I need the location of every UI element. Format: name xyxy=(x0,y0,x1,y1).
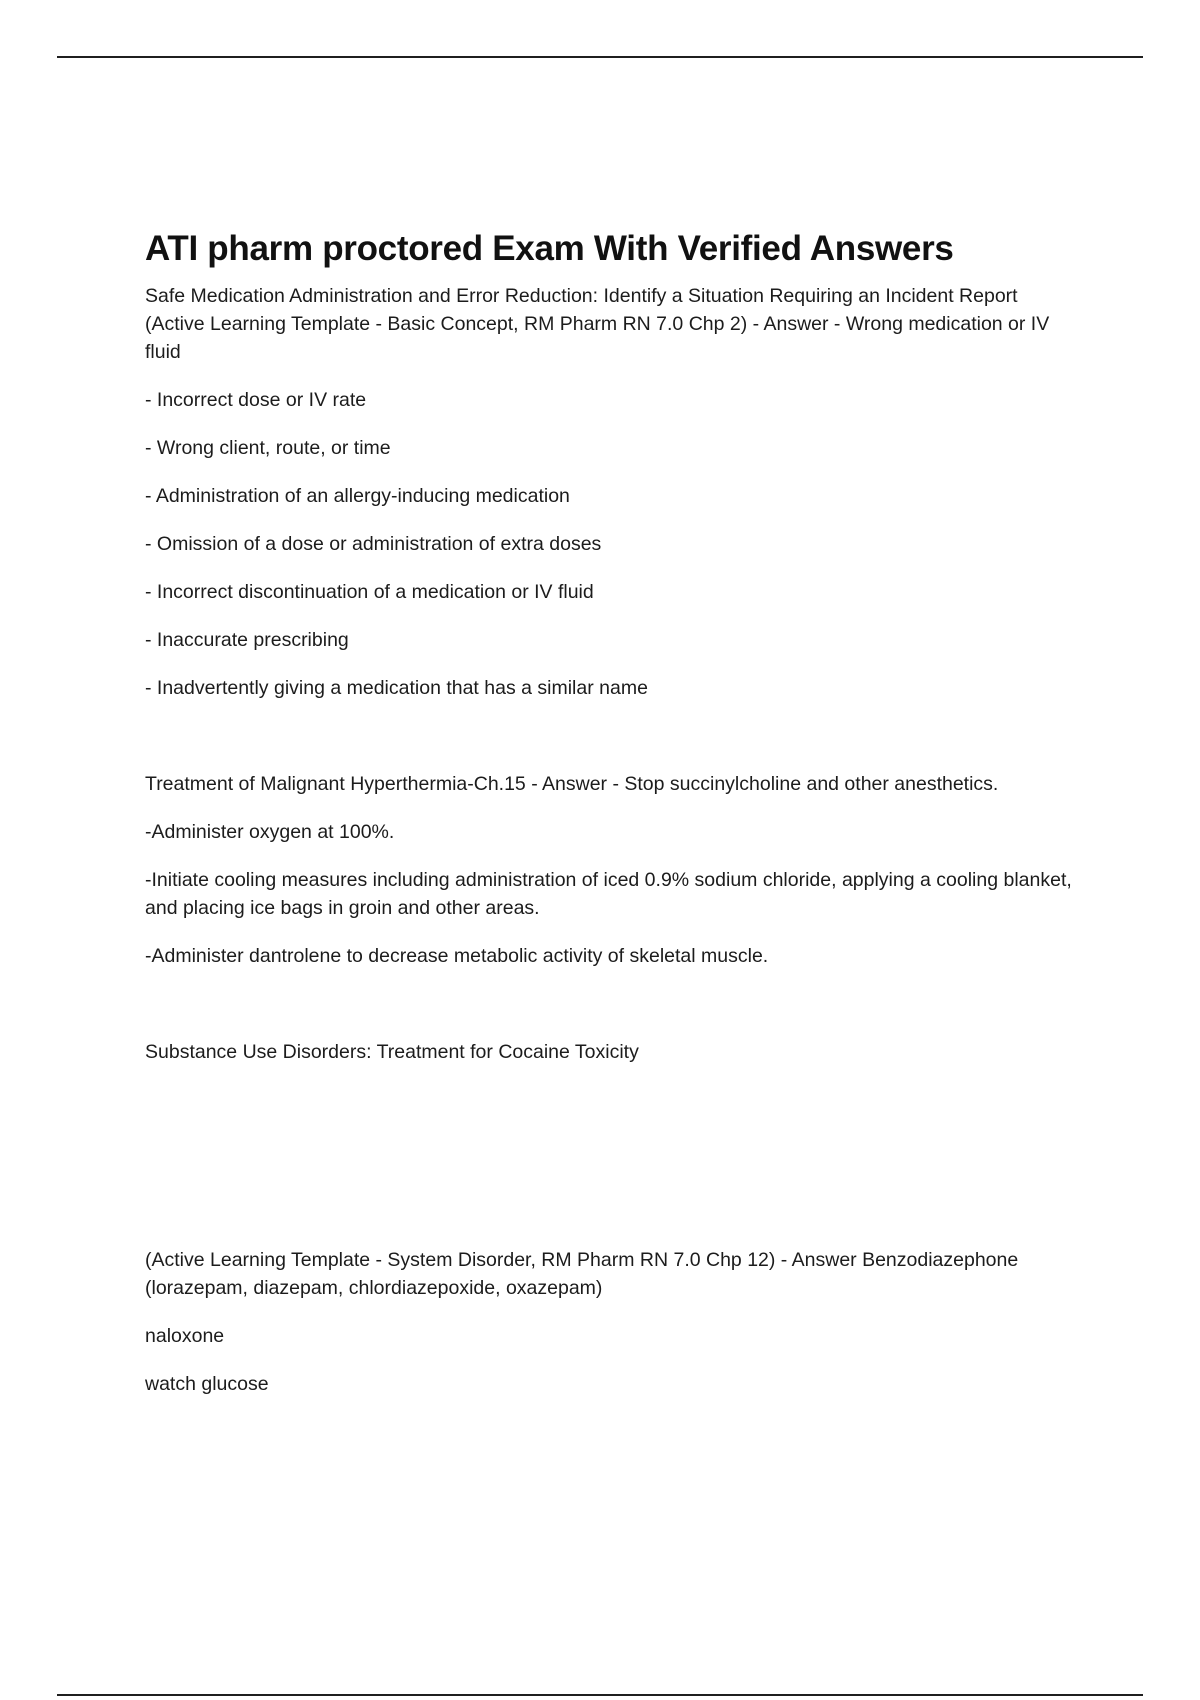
spacer xyxy=(145,722,1080,770)
section3-heading: Substance Use Disorders: Treatment for Cocaine Toxicity xyxy=(145,1041,639,1063)
document-title: ATI pharm proctored Exam With Verified Answers xyxy=(145,229,954,268)
section3-item: watch glucose xyxy=(145,1373,269,1395)
section2-item: -Administer dantrolene to decrease metabolic activity of skeletal muscle. xyxy=(145,945,769,967)
section3-answer: (Active Learning Template - System Disorder, RM Pharm RN 7.0 Chp 12) - Answer Benzodiazephone (lorazepam, diazepam, chlordiazepoxide, oxazepam) xyxy=(145,1249,1019,1299)
section1-item: - Incorrect discontinuation of a medication or IV fluid xyxy=(145,581,594,603)
spacer xyxy=(145,1086,1080,1246)
section1-item: - Incorrect dose or IV rate xyxy=(145,389,367,411)
document-body xyxy=(145,228,1080,1418)
bottom-divider xyxy=(57,1694,1143,1696)
section2-intro: Treatment of Malignant Hyperthermia-Ch.15 - Answer - Stop succinylcholine and other anesthetics. xyxy=(145,773,999,795)
section1-item: - Wrong client, route, or time xyxy=(145,437,391,459)
section1-intro: Safe Medication Administration and Error Reduction: Identify a Situation Requiring an Incident Report (Active Learning Template - Basic Concept, RM Pharm RN 7.0 Chp 2) - Answer - Wrong medication or IV fluid xyxy=(145,285,1050,363)
section1-item: - Administration of an allergy-inducing medication xyxy=(145,485,570,507)
spacer xyxy=(145,990,1080,1038)
section1-item: - Inadvertently giving a medication that has a similar name xyxy=(145,677,648,699)
section2-item: -Administer oxygen at 100%. xyxy=(145,821,395,843)
section1-item: - Omission of a dose or administration of extra doses xyxy=(145,533,602,555)
section2-item: -Initiate cooling measures including administration of iced 0.9% sodium chloride, applying a cooling blanket, and placing ice bags in groin and other areas. xyxy=(145,869,1072,919)
top-divider xyxy=(57,56,1143,58)
section3-item: naloxone xyxy=(145,1325,225,1347)
section1-item: - Inaccurate prescribing xyxy=(145,629,349,651)
